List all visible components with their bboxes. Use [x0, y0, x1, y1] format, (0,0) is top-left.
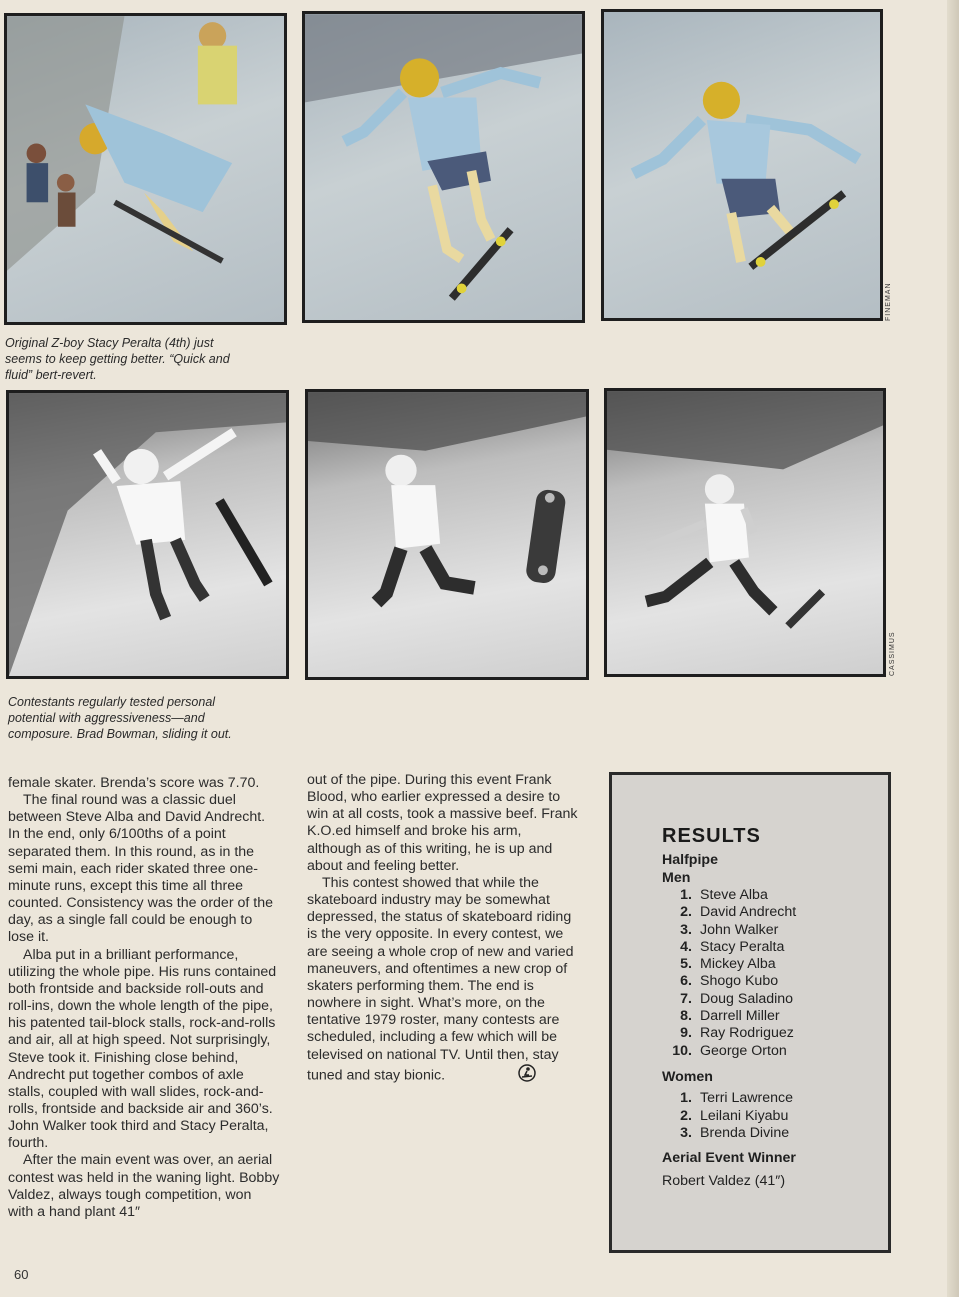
- results-men-item: [670, 904, 888, 921]
- results-women-list: [662, 1090, 888, 1142]
- skater-name: Ray Rodriguez: [700, 1025, 794, 1042]
- caption-top: [5, 335, 275, 383]
- results-category-halfpipe: Halfpipe: [662, 852, 718, 868]
- skater-name: Darrell Miller: [700, 1008, 780, 1025]
- photo-peralta-1-image: [7, 16, 284, 322]
- results-women-item: [670, 1125, 888, 1142]
- skater-name: George Orton: [700, 1042, 787, 1059]
- results-women-item: [670, 1108, 888, 1125]
- results-men-item: [670, 939, 888, 956]
- results-aerial-label: Aerial Event Winner: [662, 1150, 796, 1167]
- rank: 1.: [680, 887, 692, 903]
- results-men-item: [670, 991, 888, 1008]
- photo-bowman-2: [305, 389, 589, 680]
- photo-bowman-3-image: [607, 391, 883, 674]
- article-col1-paragraph-2: The final round was a classic duel between Steve Alba and David Andrecht. In the end, only 6/100ths of a point separated them. In this round, as in the semi main, each rider skated three one-minute runs, except this time all three counted. Consistency was the order of the day, as a single fall could be enough to lose it.: [8, 792, 273, 946]
- rank: 1.: [680, 1090, 692, 1107]
- article-column-2: [307, 772, 579, 1087]
- rank: 8.: [680, 1008, 692, 1025]
- skater-name: David Andrecht: [700, 904, 797, 921]
- article-col1-paragraph-1: female skater. Brenda’s score was 7.70.: [8, 775, 260, 791]
- results-men-list: [662, 887, 888, 1060]
- rank: 2.: [680, 904, 692, 921]
- photo-peralta-3-image: [604, 12, 880, 318]
- article-col2-paragraph-2: [307, 875, 579, 1087]
- results-men-label: Men: [662, 869, 691, 886]
- article-col2-paragraph-2-text: This contest showed that while the skateboard industry may be somewhat depressed, the status of skateboard riding is the very opposite. In every contest, we are seeing a whole crop of new and varied maneuvers, and oftentimes a new crop of skaters performing them. The end is nowhere in sight. What’s more, on the tentative 1979 roster, many contests are scheduled, including a few which will be televised on national TV. Until then, stay tuned and stay bionic.: [307, 874, 574, 1083]
- photo-bowman-1-image: [9, 393, 286, 676]
- results-men-item: [670, 1043, 888, 1060]
- photo-credit-cassimus: CASSIMUS: [889, 631, 896, 676]
- rank: 6.: [680, 973, 692, 990]
- photo-bowman-2-image: [308, 392, 586, 677]
- results-women-item: [670, 1090, 888, 1107]
- skater-name: Steve Alba: [700, 887, 768, 903]
- page-number: 60: [14, 1267, 29, 1282]
- results-men-item: [670, 973, 888, 990]
- caption-middle-line-3: composure. Brad Bowman, sliding it out.: [8, 727, 232, 741]
- skater-name: Doug Saladino: [700, 990, 794, 1007]
- skater-name: Brenda Divine: [700, 1125, 790, 1142]
- caption-top-line-3: fluid” bert-revert.: [5, 368, 97, 382]
- rank: 5.: [680, 956, 692, 973]
- results-box: [609, 772, 891, 1253]
- rank: 10.: [672, 1042, 692, 1059]
- caption-middle-line-1: Contestants regularly tested personal: [8, 695, 216, 709]
- caption-middle: [8, 694, 288, 742]
- results-title: RESULTS: [662, 825, 761, 847]
- photo-peralta-2-image: [305, 14, 582, 320]
- skater-name: Stacy Peralta: [700, 938, 785, 955]
- skater-name: John Walker: [700, 921, 779, 938]
- photo-peralta-3: [601, 9, 883, 321]
- rank: 3.: [680, 1125, 692, 1142]
- rank: 9.: [680, 1025, 692, 1042]
- results-men-item: [670, 922, 888, 939]
- page-edge: [947, 0, 959, 1297]
- skater-name: Shogo Kubo: [700, 973, 779, 990]
- results-women-label: Women: [662, 1068, 713, 1085]
- results-men-item: [670, 887, 888, 904]
- caption-top-line-2: seems to keep getting better. “Quick and: [5, 352, 230, 366]
- rank: 3.: [680, 921, 692, 938]
- skater-name: Mickey Alba: [700, 956, 776, 973]
- results-men-item: [670, 1025, 888, 1042]
- photo-peralta-1: [4, 13, 287, 325]
- skater-logo-icon: [503, 1064, 536, 1087]
- skater-name: Leilani Kiyabu: [700, 1107, 789, 1124]
- article-col2-paragraph-1: out of the pipe. During this event Frank Blood, who earlier expressed a desire to win at all costs, took a massive beef. Frank K.O.ed himself and broke his arm, although as of this writing, he is up and about and feeling better.: [307, 772, 578, 874]
- rank: 2.: [680, 1107, 692, 1124]
- rank: 7.: [680, 990, 692, 1007]
- results-men-item: [670, 956, 888, 973]
- results-men-item: [670, 1008, 888, 1025]
- article-column-1: [8, 775, 280, 1221]
- rank: 4.: [680, 938, 692, 955]
- article-col1-paragraph-3: Alba put in a brilliant performance, utilizing the whole pipe. His runs contained both frontside and backside roll-outs and roll-ins, down the whole length of the pipe, his patented tail-block stalls, rock-and-rolls and air, all at high speed. Not surprisingly, Steve took it. Finishing close behind, Andrecht put together combos of axle stalls, coupled with wall slides, rock-and-rolls, frontside and backside air and 360’s. John Walker took third and Stacy Peralta, fourth.: [8, 946, 277, 1152]
- article-col1-paragraph-4: After the main event was over, an aerial contest was held in the waning light. Bobby Valdez, always tough competition, won with a hand plant 41″: [8, 1152, 280, 1220]
- caption-top-line-1: Original Z-boy Stacy Peralta (4th) just: [5, 336, 214, 350]
- photo-bowman-1: [6, 390, 289, 679]
- photo-peralta-2: [302, 11, 585, 323]
- photo-bowman-3: [604, 388, 886, 677]
- photo-credit-fineman: FINEMAN: [885, 282, 892, 321]
- caption-middle-line-2: potential with aggressiveness—and: [8, 711, 205, 725]
- results-aerial-winner: Robert Valdez (41″): [662, 1172, 786, 1189]
- skater-name: Terri Lawrence: [700, 1090, 794, 1107]
